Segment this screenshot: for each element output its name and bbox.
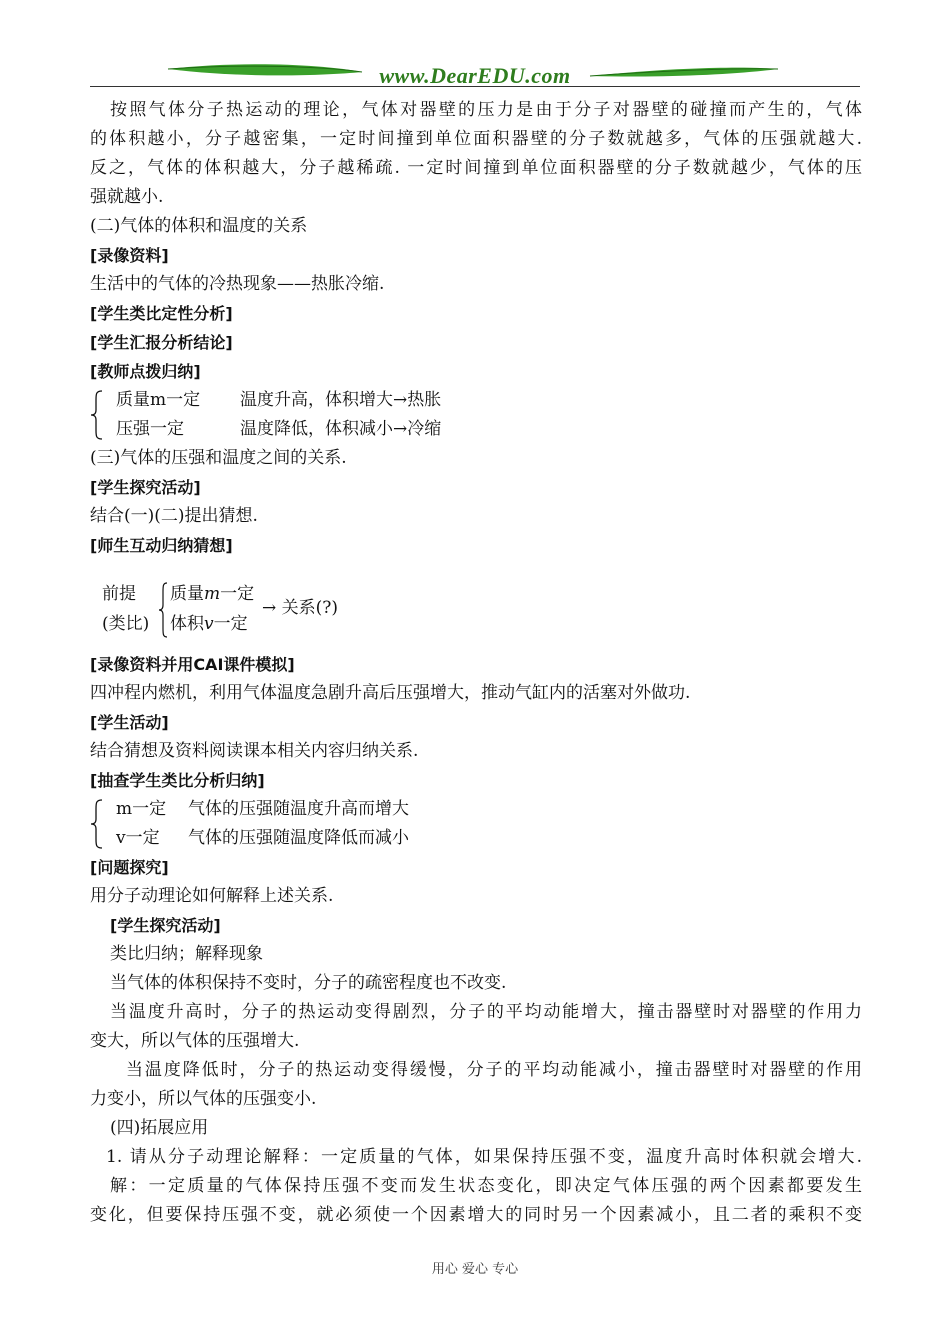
bracket-heading: [学生活动] xyxy=(90,713,169,732)
page-footer: 用心 爱心 专心 xyxy=(431,1262,519,1277)
paragraph-line: 类比归纳；解释现象 xyxy=(110,944,263,964)
conclusion-brace-group xyxy=(90,386,862,444)
bracket-heading: [录像资料] xyxy=(90,246,169,265)
bracket-heading: [学生探究活动] xyxy=(110,916,221,935)
result-text: 气体的压强随温度降低而减小 xyxy=(188,828,409,848)
paragraph-line: 用分子动理论如何解释上述关系. xyxy=(90,886,334,906)
bracket-heading: [教师点拨归纳] xyxy=(90,362,201,381)
paragraph-line: 当温度升高时，分子的热运动变得剧烈，分子的平均动能增大，撞击器壁时对器壁的作用力 xyxy=(110,1002,862,1022)
formula-condition: 体积v一定 xyxy=(170,614,248,634)
formula-condition: 质量m一定 xyxy=(170,584,255,604)
condition-label: v一定 xyxy=(116,828,160,848)
condition-label: 质量m一定 xyxy=(116,390,201,410)
answer-line: 解：一定质量的气体保持压强不变而发生状态变化，即决定气体压强的两个因素都要发生 xyxy=(110,1176,862,1196)
left-brace-icon xyxy=(90,799,104,849)
brace-row xyxy=(116,824,409,853)
paragraph-line: 按照气体分子热运动的理论，气体对器壁的压力是由于分子对器壁的碰撞而产生的，气体 xyxy=(110,100,862,120)
site-logo-text: www.DearEDU.com xyxy=(379,63,571,88)
result-text: 温度降低，体积减小→冷缩 xyxy=(240,419,442,439)
paragraph-line: 生活中的气体的冷热现象——热胀冷缩. xyxy=(90,274,385,294)
bracket-heading: [抽查学生类比分析归纳] xyxy=(90,771,265,790)
result-text: 温度升高，体积增大→热胀 xyxy=(240,390,442,410)
paragraph-line: 反之，气体的体积越大，分子越稀疏. 一定时间撞到单位面积器壁的分子数就越少，气体的压 xyxy=(90,158,862,178)
condition-label: m一定 xyxy=(116,799,167,819)
left-brace-icon xyxy=(90,390,104,440)
paragraph-line: 强就越小. xyxy=(90,187,164,207)
paragraph-line: 四冲程内燃机，利用气体温度急剧升高后压强增大，推动气缸内的活塞对外做功. xyxy=(90,683,691,703)
brace-row xyxy=(116,386,441,415)
variable-m: m xyxy=(204,584,221,604)
result-text: 气体的压强随温度升高而增大 xyxy=(188,799,409,819)
bracket-heading: [师生互动归纳猜想] xyxy=(90,536,233,555)
section-heading: (四)拓展应用 xyxy=(110,1118,209,1138)
bracket-heading: [学生类比定性分析] xyxy=(90,304,233,323)
paragraph-line: 变大，所以气体的压强增大. xyxy=(90,1031,300,1051)
conjecture-formula xyxy=(90,580,862,648)
formula-analogy-label: (类比) xyxy=(102,614,150,634)
bracket-heading: [问题探究] xyxy=(90,858,169,877)
paragraph-line: 力变小，所以气体的压强变小. xyxy=(90,1089,317,1109)
bracket-heading: [学生汇报分析结论] xyxy=(90,333,233,352)
section-heading: (三)气体的压强和温度之间的关系. xyxy=(90,448,347,468)
bracket-heading: [录像资料并用CAI课件模拟] xyxy=(90,655,295,674)
header-rule xyxy=(90,86,860,87)
formula-premise-label: 前提 xyxy=(102,584,136,604)
document-body xyxy=(90,96,862,1230)
condition-label: 压强一定 xyxy=(116,419,184,439)
pressure-brace-group xyxy=(90,795,862,853)
paragraph-line: 当温度降低时，分子的热运动变得缓慢，分子的平均动能减小，撞击器壁时对器壁的作用 xyxy=(126,1060,862,1080)
brace-row xyxy=(116,415,441,444)
brace-row xyxy=(116,795,409,824)
variable-v: v xyxy=(204,614,214,634)
section-heading: (二)气体的体积和温度的关系 xyxy=(90,216,308,236)
formula-relation: → 关系(?) xyxy=(262,598,339,618)
bracket-heading: [学生探究活动] xyxy=(90,478,201,497)
question-line: 1. 请从分子动理论解释：一定质量的气体，如果保持压强不变，温度升高时体积就会增大. xyxy=(106,1147,862,1167)
paragraph-line: 结合猜想及资料阅读课本相关内容归纳关系. xyxy=(90,741,419,761)
left-brace-icon xyxy=(158,582,168,638)
paragraph-line: 结合(一)(二)提出猜想. xyxy=(90,506,258,526)
answer-line: 变化，但要保持压强不变，就必须使一个因素增大的同时另一个因素减小，且二者的乘积不变 xyxy=(90,1205,862,1225)
paragraph-line: 的体积越小，分子越密集，一定时间撞到单位面积器壁的分子数就越多，气体的压强就越大. xyxy=(90,129,862,149)
paragraph-line: 当气体的体积保持不变时，分子的疏密程度也不改变. xyxy=(110,973,507,993)
